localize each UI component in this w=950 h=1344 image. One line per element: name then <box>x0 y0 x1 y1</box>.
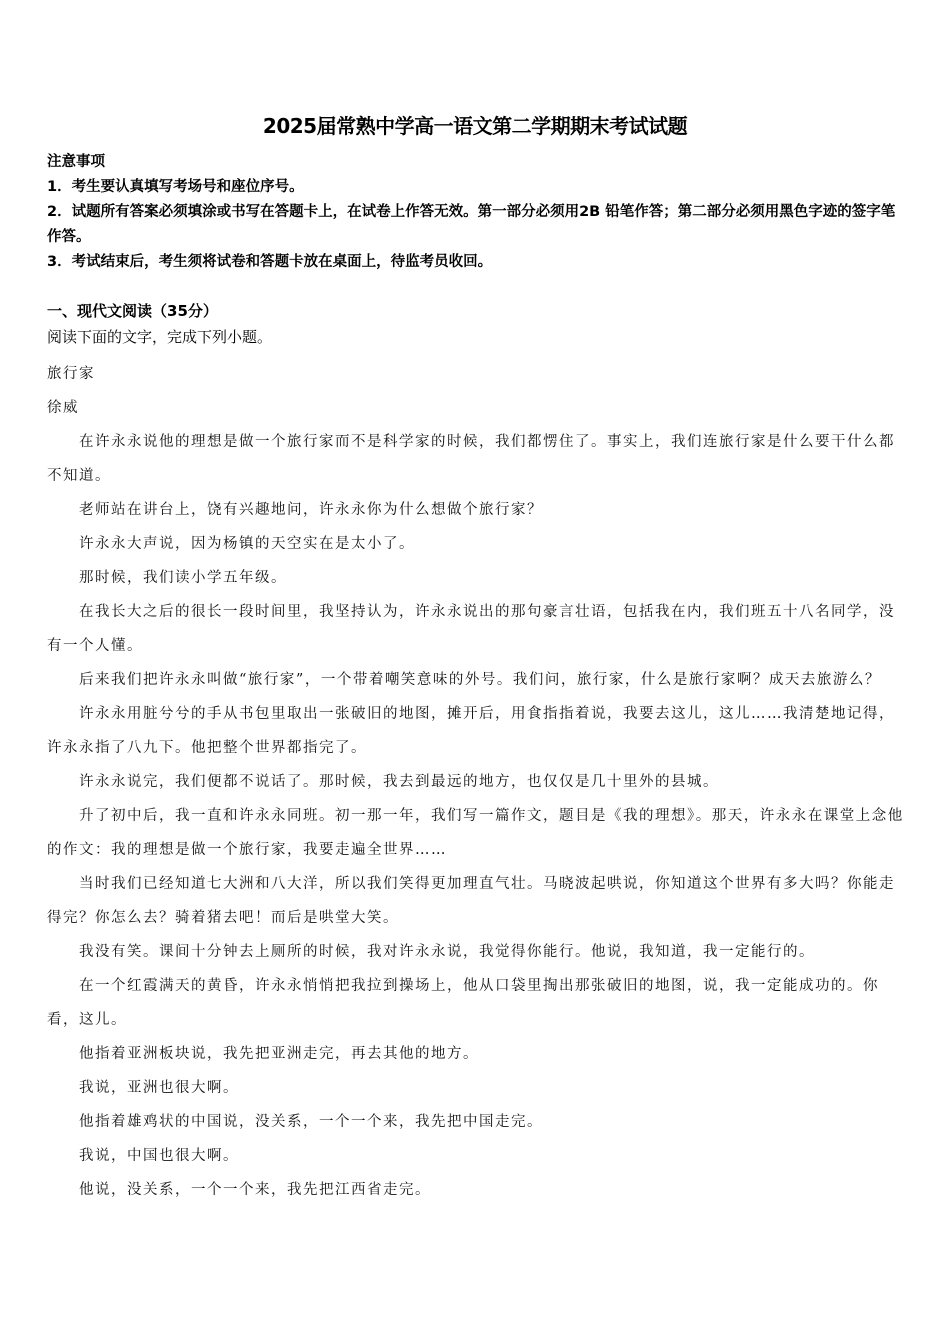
article-paragraph: 我说，中国也很大啊。 <box>79 1148 239 1164</box>
article-paragraph: 我说，亚洲也很大啊。 <box>79 1080 239 1096</box>
article-body <box>47 357 909 1207</box>
notice-item: 2．试题所有答案必须填涂或书写在答题卡上，在试卷上作答无效。第一部分必须用2B 铅笔作答；第二部分必须用黑色字迹的签字笔作答。 <box>47 204 896 245</box>
notice-heading: 注意事项 <box>47 154 105 170</box>
notice-item: 3．考试结束后，考生须将试卷和答题卡放在桌面上，待监考员收回。 <box>47 254 493 270</box>
article-paragraph: 许永永用脏兮兮的手从书包里取出一张破旧的地图，摊开后，用食指指着说，我要去这儿，这儿……我清楚地记得，许永永指了八九下。他把整个世界都指完了。 <box>47 706 895 756</box>
article-paragraph: 他说，没关系，一个一个来，我先把江西省走完。 <box>79 1182 431 1198</box>
article-paragraph: 许永永说完，我们便都不说话了。那时候，我去到最远的地方，也仅仅是几十里外的县城。 <box>79 774 719 790</box>
article-paragraph: 我没有笑。课间十分钟去上厕所的时候，我对许永永说，我觉得你能行。他说，我知道，我一定能行的。 <box>79 944 815 960</box>
section-instruction: 阅读下面的文字，完成下列小题。 <box>47 328 273 346</box>
article-paragraph: 他指着亚洲板块说，我先把亚洲走完，再去其他的地方。 <box>79 1046 479 1062</box>
section-heading: 一、现代文阅读（35分） <box>47 302 218 320</box>
notice-block <box>47 150 907 275</box>
article-paragraph: 那时候，我们读小学五年级。 <box>79 570 287 586</box>
article-paragraph: 后来我们把许永永叫做“旅行家”，一个带着嘲笑意味的外号。我们问，旅行家，什么是旅行家啊？成天去旅游么？ <box>79 672 881 688</box>
article-paragraph: 在一个红霞满天的黄昏，许永永悄悄把我拉到操场上，他从口袋里掏出那张破旧的地图，说，我一定能成功的。你看，这儿。 <box>47 978 879 1028</box>
article-paragraph: 许永永大声说，因为杨镇的天空实在是太小了。 <box>79 536 415 552</box>
article-paragraph: 在我长大之后的很长一段时间里，我坚持认为，许永永说出的那句豪言壮语，包括我在内，我们班五十八名同学，没有一个人懂。 <box>47 604 895 654</box>
article-author: 徐威 <box>47 400 79 416</box>
article-paragraph: 他指着雄鸡状的中国说，没关系，一个一个来，我先把中国走完。 <box>79 1114 543 1130</box>
page-title: 2025届常熟中学高一语文第二学期期末考试试题 <box>262 114 688 138</box>
article-paragraph: 在许永永说他的理想是做一个旅行家而不是科学家的时候，我们都愣住了。事实上，我们连旅行家是什么要干什么都不知道。 <box>47 434 895 484</box>
article-paragraph: 升了初中后，我一直和许永永同班。初一那一年，我们写一篇作文，题目是《我的理想》。那天，许永永在课堂上念他的作文：我的理想是做一个旅行家，我要走遍全世界…… <box>47 808 904 858</box>
notice-item: 1．考生要认真填写考场号和座位序号。 <box>47 179 304 195</box>
article-paragraph: 当时我们已经知道七大洲和八大洋，所以我们笑得更加理直气壮。马晓波起哄说，你知道这个世界有多大吗？你能走得完？你怎么去？骑着猪去吧！而后是哄堂大笑。 <box>47 876 895 926</box>
article-paragraph: 老师站在讲台上，饶有兴趣地问，许永永你为什么想做个旅行家？ <box>79 502 543 518</box>
article-title: 旅行家 <box>47 366 95 382</box>
